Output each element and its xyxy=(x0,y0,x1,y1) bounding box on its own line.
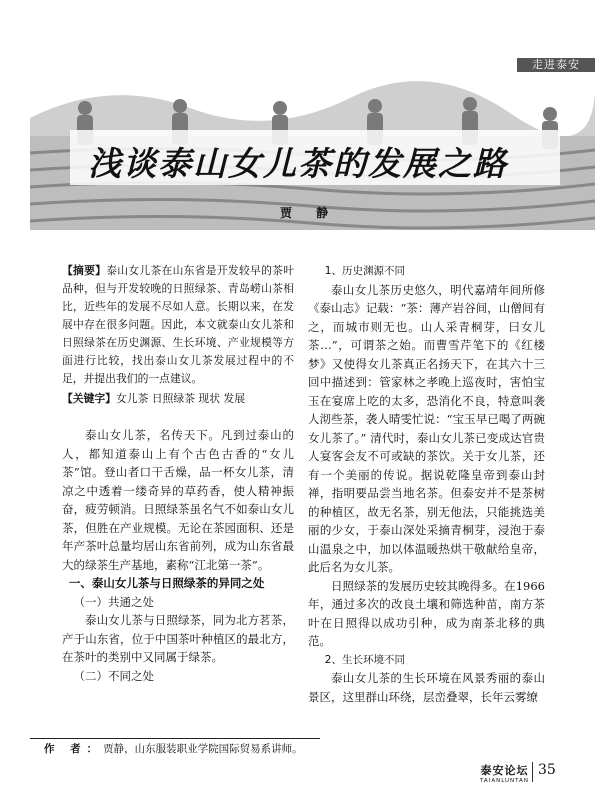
footnote-rule xyxy=(30,738,320,739)
abstract-label: 【摘要】 xyxy=(62,264,107,277)
history-paragraph-2: 日照绿茶的发展历史较其晚得多。在1966年，通过多次的改良土壤和筛选种苗，南方茶叶在日照得以成功引种，成为南茶北移的典范。 xyxy=(308,578,545,648)
abstract-text: 泰山女儿茶在山东省是开发较早的茶叶品种，但与开发较晚的日照绿茶、青岛崂山茶相比，近些年的发展不尽如人意。长期以来，在发展中存在很多问题。因此，本文就泰山女儿茶和日照绿茶在历史渊源、生长环境、产业规模等方面进行比较，找出泰山女儿茶发展过程中的不足，并提出我们的一点建议。 xyxy=(62,264,295,385)
abstract xyxy=(62,262,294,388)
article-title: 浅谈泰山女儿茶的发展之路 xyxy=(88,144,508,183)
history-paragraph-1: 泰山女儿茶历史悠久，明代嘉靖年间所修《泰山志》记载：“茶：薄产岩谷间，山僧间有之，而城市则无也。山人采青桐芽，曰女儿茶…”，可谓茶之始。而曹雪芹笔下的《红楼梦》又使得女儿茶真正名扬天下，在其六十三回中描述到：管家林之孝晚上巡夜时，害怕宝玉在宴席上吃的太多，恐消化不良，特意叫袭人沏些茶，袭人晴雯忙说：“宝玉早已喝了两碗女儿茶了。” 清代时，泰山女儿茶已变成达官贵人宴客会友不可或缺的茶饮。关于女儿茶，还有一个美丽的传说。据说乾隆皇帝到泰山封禅，指明要品尝当地名茶。但泰安并不是茶树的种植区，故无名茶，别无他法，只能挑选美丽的少女，于泰山深处采摘青桐芽，浸泡于泰山温泉之中，加以体温暖热烘干敬献给皇帝，此后名为女儿茶。 xyxy=(308,282,545,574)
section-tag: 走进泰安 xyxy=(517,58,595,72)
author-footnote-label: 作 者： xyxy=(44,743,104,755)
article-author: 贾 静 xyxy=(280,206,339,220)
right-column xyxy=(308,262,545,706)
keywords-label: 【关键字】 xyxy=(62,392,116,405)
subheading-different: （二）不同之处 xyxy=(73,668,154,683)
keywords xyxy=(62,390,294,408)
left-column xyxy=(62,262,294,685)
page-number-separator xyxy=(532,762,533,782)
subheading-history: 1、历史渊源不同 xyxy=(324,265,405,277)
common-paragraph: 泰山女儿茶与日照绿茶，同为北方茗茶，产于山东省，位于中国茶叶种植区的最北方，在茶叶的类别中又同属于绿茶。 xyxy=(62,613,294,664)
environment-paragraph: 泰山女儿茶的生长环境在风景秀丽的泰山景区，这里群山环绕，层峦叠翠，长年云雾缭 xyxy=(308,671,545,704)
page-number: 35 xyxy=(538,762,556,778)
keywords-text: 女儿茶 日照绿茶 现状 发展 xyxy=(115,392,246,405)
subheading-common: （一）共通之处 xyxy=(73,594,154,609)
journal-name xyxy=(480,762,529,784)
subheading-environment: 2、生长环境不同 xyxy=(324,653,405,666)
section-heading-1: 一、泰山女儿茶与日照绿茶的异同之处 xyxy=(68,576,265,590)
journal-name-cn: 泰安论坛 xyxy=(480,764,529,777)
intro-paragraph: 泰山女儿茶，名传天下。凡到过泰山的人，都知道泰山上有个古色古香的“女儿茶”馆。登山者口干舌燥，品一杯女儿茶，清凉之中透着一缕奇异的草药香，使人精神振奋，疲劳顿消。日照绿茶虽名气不如泰山女儿茶，但胜在产业规模。无论在茶园面积、还是年产茶叶总量均居山东省前列，成为山东省最大的绿茶生产基地，素称“江北第一茶”。 xyxy=(62,428,294,572)
journal-name-en: TAIANLUNTAN xyxy=(480,778,529,784)
author-footnote xyxy=(44,741,303,756)
author-footnote-text: 贾静，山东服装职业学院国际贸易系讲师。 xyxy=(103,743,303,755)
